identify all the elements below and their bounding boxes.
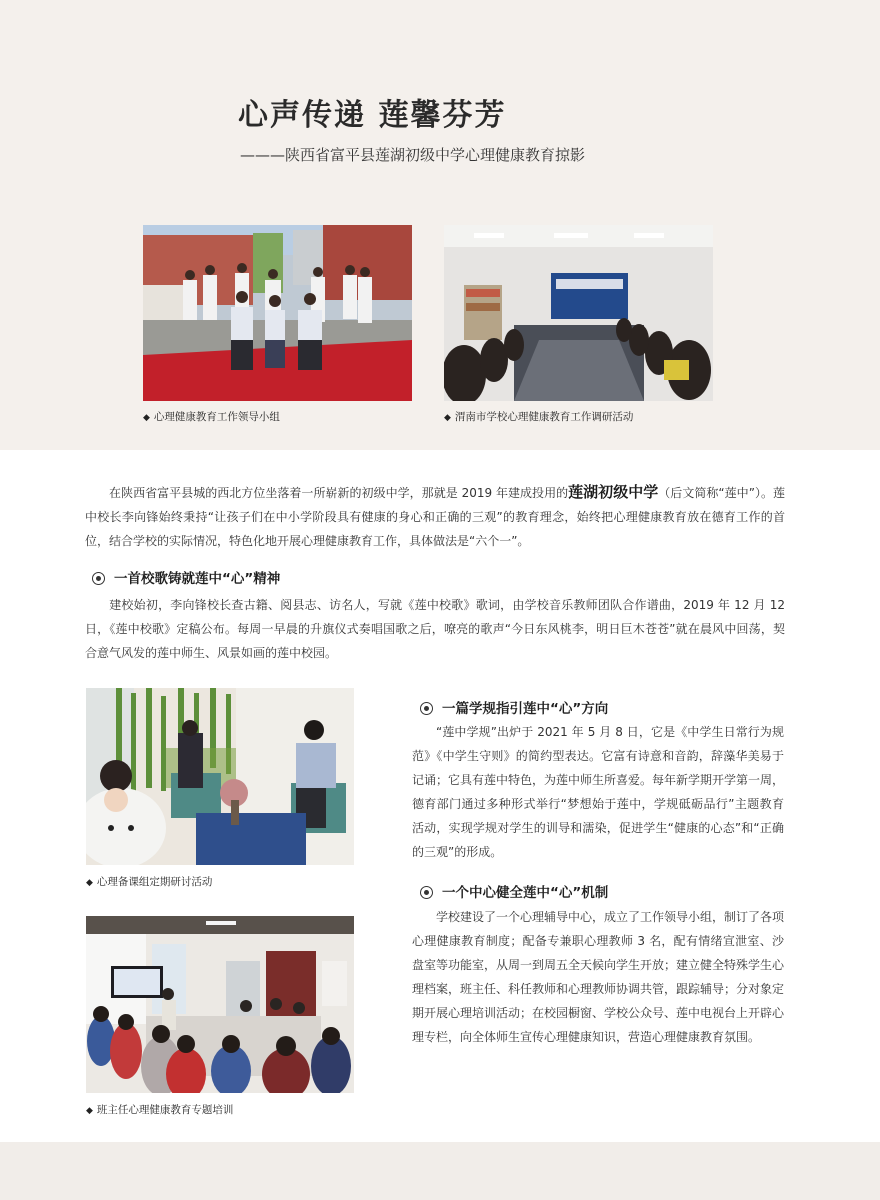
school-name: 莲湖初级中学: [568, 483, 659, 501]
page-title: 心声传递 莲馨芬芳: [238, 98, 507, 133]
section-body-counseling-center: 学校建设了一个心理辅导中心，成立了工作领导小组，制订了各项心理健康教育制度；配备专兼职心理教师 3 名，配有情绪宣泄室、沙盘室等功能室，从周一到周五全天候向学生开放；建立健全特殊学生心理档案，班主任、科任教师和心理教师协调共管，跟踪辅导；分对象定期开展心理培训活动；在校园橱窗、学校公众号、莲中电视台上开辟心理专栏，向全体师生宣传心理健康知识，营造心理健康教育氛围。: [412, 910, 785, 1044]
survey-meeting-photo: [444, 225, 713, 401]
lesson-prep-photo: [86, 688, 354, 865]
footer-band: [0, 1142, 880, 1200]
intro-paragraph: 在陕西省富平县城的西北方位坐落着一所崭新的初级中学，那就是 2019 年建成投用的莲湖初级中学（后文简称“莲中”）。莲中校长李向锋始终秉持“让孩子们在中小学阶段具有健康的身心和正确的三观”的教育理念，始终把心理健康教育放在德育工作的首位，结合学校的实际情况，特色化地开展心理健康教育工作，具体做法是“六个一”。: [85, 483, 785, 548]
diamond-bullet-icon: ◆: [143, 413, 150, 423]
page-subtitle: ———陕西省富平县莲湖初级中学心理健康教育掠影: [240, 146, 586, 164]
diamond-bullet-icon: ◆: [86, 878, 93, 888]
teacher-training-caption: ◆ 班主任心理健康教育专题培训: [86, 1104, 234, 1116]
diamond-bullet-icon: ◆: [444, 413, 451, 423]
section-body-school-rules: “莲中学规”出炉于 2021 年 5 月 8 日，它是《中学生日常行为规范》《中学生守则》的简约型表达。它富有诗意和音韵，辞藻华美易于记诵；它具有莲中特色，为莲中师生所喜爱。每年新学期开学第一周，德育部门通过多种形式举行“梦想始于莲中，学规砥砺品行”主题教育活动，实现学规对学生的训导和濡染，促进学生“健康的心态”和“正确的三观”的形成。: [412, 725, 785, 859]
header-band: [0, 0, 880, 450]
circle-dot-bullet-icon: [420, 886, 433, 899]
section-heading-counseling-center: 一个中心健全莲中“心”机制: [420, 881, 608, 901]
circle-dot-bullet-icon: [92, 572, 105, 585]
survey-meeting-caption: ◆ 渭南市学校心理健康教育工作调研活动: [444, 411, 634, 423]
diamond-bullet-icon: ◆: [86, 1106, 93, 1116]
section-heading-school-song: 一首校歌铸就莲中“心”精神: [92, 567, 280, 587]
section-heading-school-rules: 一篇学规指引莲中“心”方向: [420, 697, 608, 717]
lesson-prep-caption: ◆ 心理备课组定期研讨活动: [86, 876, 213, 888]
teacher-training-photo: [86, 916, 354, 1093]
circle-dot-bullet-icon: [420, 702, 433, 715]
leadership-group-photo: [143, 225, 412, 401]
section-body-school-song: 建校始初，李向锋校长查古籍、阅县志、访名人，写就《莲中校歌》歌词，由学校音乐教师团队合作谱曲，2019 年 12 月 12 日，《莲中校歌》定稿公布。每周一早晨的升旗仪式奏唱国歌之后，嘹亮的歌声“今日东风桃李，明日巨木苍苍”就在晨风中回荡，契合意气风发的莲中师生、风景如画的莲中校园。: [85, 598, 785, 660]
leadership-group-caption: ◆ 心理健康教育工作领导小组: [143, 411, 280, 423]
